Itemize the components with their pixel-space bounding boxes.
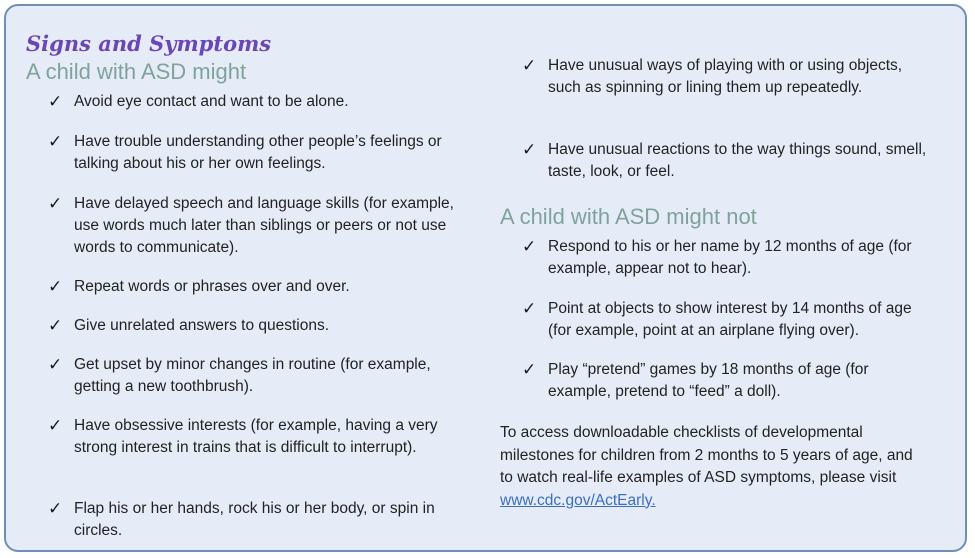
checkmark-icon: ✓ — [48, 416, 63, 435]
list-item: ✓ Have unusual ways of playing with or using objects, such as spinning or lining them up repeatedly. — [522, 56, 903, 96]
card-title: Signs and Symptoms — [26, 31, 272, 56]
actearly-link[interactable]: www.cdc.gov/ActEarly. — [500, 491, 656, 509]
list-item: ✓ Give unrelated answers to questions. — [48, 316, 330, 335]
resources-text: To access downloadable checklists of developmental milestones for children from 2 months to 5 years of age, and to watch real-life examples of ASD symptoms, please visit — [500, 424, 913, 486]
list-item: ✓ Have unusual reactions to the way things sound, smell, taste, look, or feel. — [522, 140, 927, 180]
checkmark-icon: ✓ — [48, 355, 63, 374]
list-item: ✓ Flap his or her hands, rock his or her body, or spin in circles. — [48, 499, 435, 539]
checkmark-icon: ✓ — [522, 56, 537, 75]
list-item: ✓ Play “pretend” games by 18 months of age (for example, pretend to “feed” a doll). — [522, 360, 869, 400]
list-item: ✓ Avoid eye contact and want to be alone. — [48, 92, 349, 111]
checkmark-icon: ✓ — [522, 360, 537, 379]
checkmark-icon: ✓ — [522, 299, 537, 318]
checkmark-icon: ✓ — [522, 237, 537, 256]
list-item: ✓ Get upset by minor changes in routine (for example, getting a new toothbrush). — [48, 355, 431, 395]
list-item: ✓ Have obsessive interests (for example, having a very strong interest in trains that is difficult to interrupt). — [48, 416, 438, 456]
info-card — [4, 4, 967, 552]
checkmark-icon: ✓ — [48, 316, 63, 335]
list-item: ✓ Respond to his or her name by 12 months of age (for example, appear not to hear). — [522, 237, 912, 277]
checkmark-icon: ✓ — [48, 92, 63, 111]
might-not-heading: A child with ASD might not — [500, 204, 757, 229]
list-item: ✓ Have delayed speech and language skills (for example, use words much later than siblings or peers or not use words to communicate). — [48, 194, 454, 256]
checkmark-icon: ✓ — [48, 132, 63, 151]
list-item: ✓ Repeat words or phrases over and over. — [48, 277, 350, 296]
list-item: ✓ Have trouble understanding other people’s feelings or talking about his or her own feelings. — [48, 132, 442, 172]
resources-paragraph — [500, 422, 920, 512]
checkmark-icon: ✓ — [522, 140, 537, 159]
checkmark-icon: ✓ — [48, 277, 63, 296]
checkmark-icon: ✓ — [48, 499, 63, 518]
might-heading: A child with ASD might — [26, 59, 247, 84]
checkmark-icon: ✓ — [48, 194, 63, 213]
list-item: ✓ Point at objects to show interest by 14 months of age (for example, point at an airplane flying over). — [522, 299, 912, 339]
